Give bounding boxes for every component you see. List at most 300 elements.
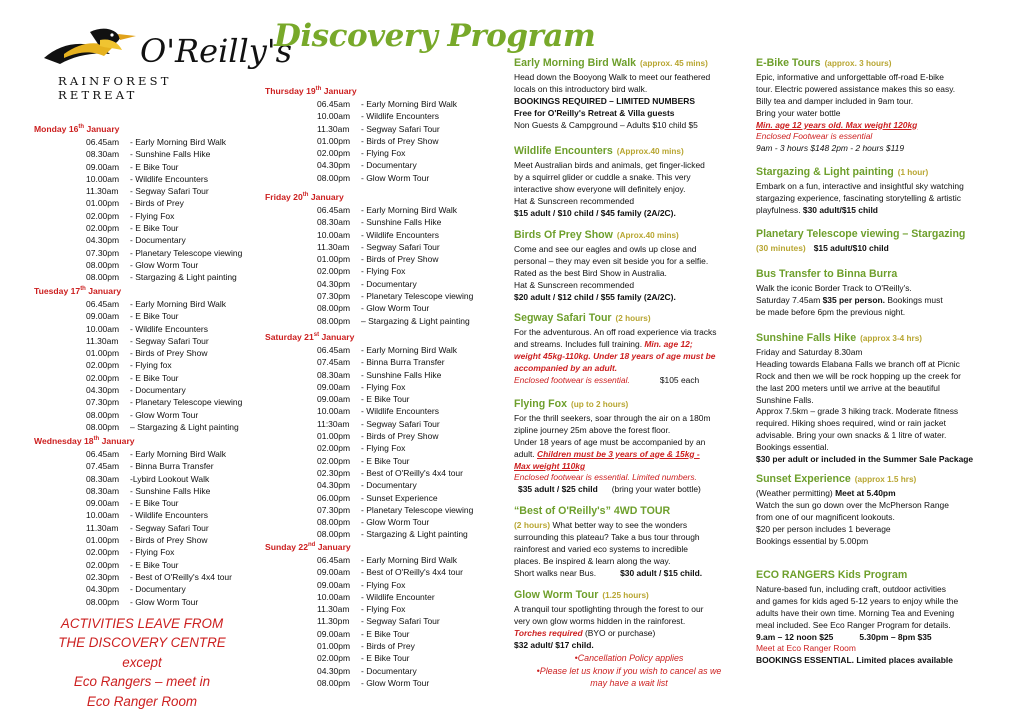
- schedule-row: [86, 473, 232, 485]
- schedule-row: [317, 579, 463, 591]
- desc-line: Head down the Booyong Walk to meet our feathered: [514, 71, 711, 82]
- weight-requirement: weight 45kg-110kg. Under 18 years of age must be: [514, 350, 716, 361]
- schedule-activity: - Birds of Prey Show: [361, 431, 439, 442]
- activity-title: Stargazing & Light painting: [756, 166, 894, 178]
- day-suffix: th: [302, 192, 309, 199]
- day-heading: [265, 332, 473, 342]
- day-suffix: st: [313, 332, 320, 339]
- schedule-row: [86, 372, 242, 384]
- schedule-row: [317, 628, 463, 640]
- schedule-time: 11.30am: [86, 186, 119, 197]
- desc-text: Saturday 7.45am: [756, 294, 823, 305]
- cancellation-policy: [504, 652, 754, 690]
- cancel-line: •Cancellation Policy applies: [574, 653, 684, 663]
- schedule-time: 11.30am: [317, 123, 350, 134]
- schedule-row: [86, 460, 232, 472]
- schedule-time: 08.00pm: [317, 529, 351, 540]
- schedule-row: [317, 302, 473, 314]
- day-heading: [34, 436, 232, 446]
- age-requirement: Min. age 12;: [644, 338, 693, 349]
- schedule-row: [317, 566, 463, 578]
- desc-line: meal included. See Eco Ranger Program for details.: [756, 619, 951, 630]
- schedule-activity: - Birds of Prey Show: [130, 348, 208, 359]
- schedule-row: [317, 216, 473, 228]
- activity-e-bike: [756, 58, 996, 155]
- schedule-activity: - Documentary: [130, 584, 186, 595]
- schedule-time: 08.00pm: [317, 517, 351, 528]
- activity-bus-transfer: [756, 269, 996, 319]
- schedule-activity: - Wildlife Encounters: [361, 111, 439, 122]
- schedule-activity: - E Bike Tour: [361, 455, 410, 466]
- desc-line: Rated as the best Bird Show in Australia.: [514, 267, 667, 278]
- activity-glow-worm: [514, 590, 744, 652]
- schedule-time: 10.00am: [86, 510, 120, 521]
- schedule-activity: - Planetary Telescope viewing: [361, 291, 474, 302]
- desc-line: Embark on a fun, interactive and insightful sky watching: [756, 180, 964, 191]
- schedule-time: 01.00pm: [317, 135, 351, 146]
- schedule-time: 11.30pm: [317, 616, 350, 627]
- activity-title: Glow Worm Tour: [514, 589, 599, 601]
- schedule-activity: - Flying Fox: [361, 381, 406, 392]
- schedule-activity: - Wildlife Encounters: [361, 406, 439, 417]
- age-requirement: Children must be 3 years of age & 15kg -: [537, 448, 700, 459]
- schedule-row: [86, 534, 232, 546]
- schedule-activity: - Sunshine Falls Hike: [130, 149, 211, 160]
- price-text: $15 adult/$10 child: [813, 242, 889, 253]
- schedule-activity: - Sunset Experience: [361, 492, 438, 503]
- schedule-activity: - Wildlife Encounters: [130, 323, 208, 334]
- schedule-time: 08.00pm: [317, 303, 351, 314]
- desc-line: For the thrill seekers, soar through the air on a 180m: [514, 412, 711, 423]
- day-label: Sunday 22: [265, 542, 308, 552]
- desc-line: required. Hiking shoes required, wind or rain jacket: [756, 418, 946, 429]
- schedule-row: [86, 136, 242, 148]
- schedule-activity: - Wildlife Encounters: [130, 173, 208, 184]
- schedule-row: [317, 516, 473, 528]
- schedule-row: [86, 583, 232, 595]
- day-heading: [34, 286, 242, 296]
- day-label: Tuesday 17: [34, 286, 81, 296]
- water-note: (bring your water bottle): [611, 484, 701, 495]
- schedule-activity: - Sunshine Falls Hike: [361, 369, 442, 380]
- cancel-line: •Please let us know if you wish to cancel as we: [536, 665, 722, 676]
- schedule-row: [86, 571, 232, 583]
- schedule-row: [317, 253, 473, 265]
- price-text: $30 adult/$15 child: [802, 204, 878, 215]
- day-label: Friday 20: [265, 192, 303, 202]
- schedule-row: [86, 522, 232, 534]
- schedule-time: 08.00pm: [317, 315, 351, 326]
- schedule-time: 01.00pm: [317, 431, 351, 442]
- footwear-note: Enclosed footwear is essential. Limited numbers.: [514, 472, 697, 483]
- schedule-activity: - Birds of Prey: [361, 641, 415, 652]
- schedule-row: [317, 265, 473, 277]
- schedule-row: [86, 448, 232, 460]
- desc-line: stargazing experience, fascinating storytelling & artistic: [756, 192, 961, 203]
- page-title: Discovery Program: [274, 18, 596, 54]
- price-text: $105 each: [659, 374, 700, 385]
- desc-line: interactive show everyone will definitely enjoy.: [514, 183, 686, 194]
- activity-title: E-Bike Tours: [756, 57, 821, 69]
- activity-duration: (approx. 3 hours): [824, 59, 892, 68]
- activity-4wd-tour: [514, 506, 744, 579]
- schedule-activity: - Documentary: [361, 480, 417, 491]
- schedule-time: 06.45am: [317, 99, 351, 109]
- schedule-activity: - Segway Safari Tour: [130, 335, 209, 346]
- schedule-activity: - Wildlife Encounter: [361, 591, 435, 602]
- schedule-row: [86, 234, 242, 246]
- schedule-row: [317, 418, 473, 430]
- schedule-time: 09.00am: [86, 161, 120, 172]
- schedule-activity: - Segway Safari Tour: [130, 522, 209, 533]
- schedule-time: 11.30am: [86, 335, 119, 346]
- schedule-activity: - Documentary: [361, 665, 417, 676]
- desc-line: Free for O'Reilly's Retreat & Villa guests: [514, 107, 675, 118]
- schedule-row: [317, 356, 473, 368]
- activity-title: ECO RANGERS Kids Program: [756, 569, 908, 581]
- schedule-row: [317, 430, 473, 442]
- schedule-activity: - Segway Safari Tour: [361, 616, 440, 627]
- schedule-row: [86, 259, 242, 271]
- price-text: 9.am – 12 noon $25: [756, 631, 834, 642]
- schedule-time: 02.00pm: [86, 547, 120, 558]
- schedule-time: 04.30pm: [317, 278, 351, 289]
- schedule-row: [317, 455, 473, 467]
- schedule-activity: - E Bike Tour: [130, 498, 179, 509]
- schedule-row: [86, 271, 242, 283]
- activity-title: Wildlife Encounters: [514, 145, 613, 157]
- desc-line: Nature-based fun, including craft, outdoor activities: [756, 583, 946, 594]
- activity-title: Bus Transfer to Binna Burra: [756, 268, 898, 280]
- schedule-activity: - Early Morning Bird Walk: [130, 299, 227, 309]
- desc-text: adult.: [514, 448, 537, 459]
- schedule-time: 02.30pm: [317, 467, 351, 478]
- desc-line: surrounding this plateau? Take a bus tour through: [514, 531, 700, 542]
- schedule-activity: – Stargazing & Light painting: [361, 315, 470, 326]
- schedule-time: 10.00am: [86, 173, 120, 184]
- schedule-activity: - Glow Worm Tour: [130, 596, 199, 607]
- schedule-time: 02.00pm: [317, 148, 351, 159]
- month-label: January: [321, 332, 355, 342]
- month-label: January: [88, 286, 122, 296]
- day-heading: [265, 86, 457, 96]
- schedule-activity: - Glow Worm Tour: [361, 677, 430, 688]
- month-label: January: [86, 124, 120, 134]
- desc-line: Walk the iconic Border Track to O'Reilly's.: [756, 282, 912, 293]
- activity-duration: (Approx.40 mins): [616, 147, 684, 156]
- schedule-row: [86, 596, 232, 608]
- schedule-time: 09.00am: [86, 311, 120, 322]
- schedule-activity: - E Bike Tour: [130, 311, 179, 322]
- schedule-row: [317, 315, 473, 327]
- day-suffix: nd: [308, 542, 316, 549]
- schedule-activity: - Sunshine Falls Hike: [361, 217, 442, 228]
- activity-telescope: [756, 229, 996, 255]
- desc-line: Billy tea and damper included in 9am tour.: [756, 95, 914, 106]
- schedule-row: [317, 665, 463, 677]
- notice-line: Eco Rangers – meet in: [73, 674, 211, 690]
- desc-line: places. Be inspired & learn along the way.: [514, 555, 671, 566]
- day-schedule-monday: [34, 124, 242, 284]
- schedule-activity: - Birds of Prey: [130, 198, 184, 209]
- schedule-activity: -Lybird Lookout Walk: [130, 473, 210, 484]
- schedule-row: [317, 504, 473, 516]
- desc-line: Hat & Sunscreen recommended: [514, 195, 635, 206]
- schedule-row: [86, 247, 242, 259]
- schedule-time: 06.45am: [317, 345, 351, 355]
- schedule-row: [86, 222, 242, 234]
- activity-sunset-experience: [756, 474, 996, 547]
- day-label: Wednesday 18: [34, 436, 94, 446]
- schedule-time: 06.45am: [86, 299, 120, 309]
- desc-line: Come and see our eagles and owls up close and: [514, 243, 697, 254]
- schedule-row: [317, 442, 473, 454]
- price-text: $35 adult / $25 child: [518, 484, 598, 495]
- meeting-time: Meet at 5.40pm: [835, 487, 896, 498]
- schedule-row: [86, 546, 232, 558]
- schedule-time: 02.00pm: [317, 455, 351, 466]
- schedule-time: 07.30pm: [86, 397, 120, 408]
- schedule-activity: - Sunshine Falls Hike: [130, 485, 211, 496]
- price-line: $30 per adult or included in the Summer Sale Package: [756, 454, 974, 465]
- desc-text: and streams. Includes full training.: [514, 338, 645, 349]
- schedule-row: [317, 229, 473, 241]
- schedule-time: 11.30am: [317, 604, 350, 615]
- schedule-row: [86, 197, 242, 209]
- schedule-time: 04.30pm: [317, 480, 351, 491]
- schedule-time: 07.45am: [317, 357, 351, 368]
- month-label: January: [323, 86, 357, 96]
- price-text: $35 per person.: [822, 294, 885, 305]
- schedule-time: 02.00pm: [317, 266, 351, 277]
- bird-logo-icon: [40, 18, 140, 78]
- schedule-activity: - Planetary Telescope viewing: [130, 247, 243, 258]
- day-schedule-saturday: [265, 332, 473, 541]
- desc-line: by a squirrel glider or cuddle a snake. This very: [514, 171, 691, 182]
- schedule-row: [317, 344, 473, 356]
- activity-duration: (approx. 45 mins): [640, 59, 708, 68]
- activity-duration: (approx 1.5 hrs): [854, 475, 917, 484]
- notice-line: ACTIVITIES LEAVE FROM: [60, 616, 224, 631]
- day-label: Monday 16: [34, 124, 79, 134]
- activity-title: Birds Of Prey Show: [514, 229, 613, 241]
- schedule-time: 09.00am: [317, 394, 351, 405]
- schedule-row: [86, 485, 232, 497]
- activity-title: Flying Fox: [514, 398, 567, 410]
- schedule-row: [317, 615, 463, 627]
- schedule-time: 04.30pm: [86, 385, 120, 396]
- schedule-time: 08.00pm: [317, 172, 351, 183]
- schedule-activity: - Binna Burra Transfer: [361, 357, 445, 368]
- activity-title: Sunset Experience: [756, 473, 851, 485]
- desc-line: A tranquil tour spotlighting through the forest to our: [514, 603, 704, 614]
- schedule-activity: - Documentary: [361, 160, 417, 171]
- weight-requirement: Max weight 110kg: [514, 460, 586, 471]
- activity-wildlife: [514, 146, 744, 219]
- schedule-time: 01.00pm: [86, 535, 120, 546]
- schedule-time: 09.00am: [86, 498, 120, 509]
- desc-text: (BYO or purchase): [582, 627, 656, 638]
- activity-duration: (30 minutes): [756, 242, 806, 253]
- schedule-row: [86, 173, 242, 185]
- desc-line: Epic, informative and unforgettable off-road E-bike: [756, 71, 944, 82]
- schedule-row: [317, 591, 463, 603]
- activity-title: Segway Safari Tour: [514, 312, 612, 324]
- schedule-time: 02.00pm: [317, 653, 351, 664]
- schedule-row: [317, 110, 457, 122]
- schedule-time: 08.00pm: [317, 677, 351, 688]
- day-schedule-wednesday: [34, 436, 232, 608]
- schedule-row: [86, 210, 242, 222]
- schedule-activity: - E Bike Tour: [130, 372, 179, 383]
- desc-text: playfulness.: [756, 204, 803, 215]
- schedule-time: 07.30pm: [317, 504, 351, 515]
- schedule-row: [317, 652, 463, 664]
- schedule-time: 04.30pm: [86, 235, 120, 246]
- schedule-activity: - Flying Fox: [130, 547, 175, 558]
- day-heading: [265, 192, 473, 202]
- day-schedule-thursday: [265, 86, 457, 184]
- schedule-time: 06.45am: [317, 205, 351, 215]
- schedule-row: [86, 421, 242, 433]
- day-heading: [34, 124, 242, 134]
- schedule-time: 07.45am: [86, 461, 120, 472]
- schedule-row: [317, 677, 463, 689]
- schedule-row: [86, 359, 242, 371]
- schedule-activity: - Best of O'Reilly's 4x4 tour: [361, 567, 463, 578]
- schedule-activity: - Birds of Prey Show: [361, 135, 439, 146]
- notice-line: THE DISCOVERY CENTRE except: [58, 635, 226, 670]
- schedule-activity: - Early Morning Bird Walk: [361, 555, 458, 565]
- schedule-activity: - Segway Safari Tour: [130, 186, 209, 197]
- price-line: $15 adult / $10 child / $45 family (2A/2C).: [514, 207, 676, 218]
- schedule-time: 09.00am: [317, 381, 351, 392]
- schedule-activity: - Glow Worm Tour: [361, 172, 430, 183]
- schedule-activity: - Segway Safari Tour: [361, 241, 440, 252]
- activity-segway: [514, 313, 744, 386]
- desc-line: and games for kids aged 5-12 years to enjoy while the: [756, 595, 959, 606]
- desc-text: (Weather permitting): [756, 487, 836, 498]
- schedule-row: [86, 161, 242, 173]
- price-line: $32 adult/ $17 child.: [514, 639, 594, 650]
- schedule-activity: - Glow Worm Tour: [361, 303, 430, 314]
- schedule-time: 08.00pm: [86, 272, 120, 283]
- desc-line: Sunshine Falls.: [756, 394, 814, 405]
- schedule-time: 08.30am: [86, 473, 120, 484]
- month-label: January: [101, 436, 135, 446]
- schedule-activity: - Flying Fox: [361, 443, 406, 454]
- schedule-activity: - Flying Fox: [130, 210, 175, 221]
- schedule-activity: - Best of O'Reilly's 4x4 tour: [361, 467, 463, 478]
- schedule-activity: - E Bike Tour: [130, 559, 179, 570]
- schedule-time: 10.00am: [86, 323, 120, 334]
- schedule-time: 02.00pm: [86, 210, 120, 221]
- day-schedule-sunday: [265, 542, 463, 689]
- schedule-time: 08.30am: [86, 485, 120, 496]
- schedule-activity: - E Bike Tour: [361, 628, 410, 639]
- activity-duration: (approx 3-4 hrs): [860, 334, 922, 343]
- schedule-row: [317, 603, 463, 615]
- schedule-activity: - Early Morning Bird Walk: [361, 205, 458, 215]
- schedule-activity: - Flying Fox: [361, 266, 406, 277]
- schedule-time: 06.00pm: [317, 492, 351, 503]
- schedule-time: 08.30am: [317, 369, 351, 380]
- day-schedule-tuesday: [34, 286, 242, 433]
- schedule-row: [317, 241, 473, 253]
- schedule-row: [86, 310, 242, 322]
- desc-line: tour. Electric powered assistance makes this so easy.: [756, 83, 956, 94]
- desc-line: Hat & Sunscreen recommended: [514, 279, 635, 290]
- schedule-activity: - Birds of Prey Show: [361, 254, 439, 265]
- schedule-row: [317, 393, 473, 405]
- schedule-activity: – Stargazing & Light painting: [130, 421, 239, 432]
- schedule-time: 08.00pm: [86, 596, 120, 607]
- notice-line: Eco Ranger Room: [86, 693, 198, 709]
- schedule-time: 10.00am: [317, 406, 351, 417]
- age-requirement: Min. age 12 years old. Max weight 120kg: [756, 119, 918, 130]
- schedule-activity: - E Bike Tour: [130, 161, 179, 172]
- schedule-time: 01.00pm: [86, 198, 120, 209]
- schedule-row: [317, 98, 457, 110]
- schedule-activity: - E Bike Tour: [361, 394, 410, 405]
- schedule-time: 06.45am: [86, 449, 120, 459]
- schedule-row: [86, 148, 242, 160]
- desc-line: the last 200 meters until we arrive at the beautiful: [756, 382, 940, 393]
- day-schedule-friday: [265, 192, 473, 327]
- schedule-activity: - Planetary Telescope viewing: [361, 504, 474, 515]
- schedule-row: [317, 159, 457, 171]
- schedule-row: [317, 290, 473, 302]
- activity-stargazing: [756, 167, 996, 217]
- desc-line: rainforest and varied eco systems to incredible: [514, 543, 688, 554]
- schedule-row: [317, 492, 473, 504]
- desc-line: Non Guests & Campground – Adults $10 child $5: [514, 119, 698, 130]
- schedule-row: [86, 185, 242, 197]
- schedule-row: [317, 135, 457, 147]
- schedule-row: [86, 409, 242, 421]
- schedule-activity: - Glow Worm Tour: [361, 517, 430, 528]
- schedule-activity: - Documentary: [130, 235, 186, 246]
- activity-sunshine-falls-hike: [756, 333, 996, 466]
- torch-note: Torches required: [514, 627, 583, 638]
- price-text: $30 adult / $15 child.: [620, 567, 703, 578]
- schedule-time: 04.30pm: [86, 584, 120, 595]
- desc-line: Friday and Saturday 8.30am: [756, 346, 863, 357]
- schedule-activity: - Early Morning Bird Walk: [130, 137, 227, 147]
- schedule-row: [317, 204, 473, 216]
- schedule-activity: - Flying fox: [130, 360, 172, 371]
- schedule-activity: - Stargazing & Light painting: [130, 272, 237, 283]
- month-label: January: [310, 192, 344, 202]
- schedule-time: 07.30pm: [317, 291, 351, 302]
- desc-line: from one of our magnificent lookouts.: [756, 511, 895, 522]
- schedule-row: [317, 278, 473, 290]
- schedule-row: [317, 172, 457, 184]
- schedule-activity: - Birds of Prey Show: [130, 535, 208, 546]
- activity-bird-walk: [514, 58, 744, 131]
- day-label: Saturday 21: [265, 332, 314, 342]
- schedule-activity: - Planetary Telescope viewing: [130, 397, 243, 408]
- schedule-time: 11:30am: [317, 418, 350, 429]
- meeting-place: Meet at Eco Ranger Room: [756, 643, 856, 654]
- desc-line: Under 18 years of age must be accompanied by an: [514, 436, 706, 447]
- desc-line: Bring your water bottle: [756, 107, 841, 118]
- schedule-time: 08.00pm: [86, 259, 120, 270]
- schedule-activity: - Best of O'Reilly's 4x4 tour: [130, 571, 232, 582]
- desc-line: Rock and then we will be rock hopping up the creek for: [756, 370, 961, 381]
- day-suffix: th: [78, 124, 85, 131]
- desc-line: very own glow worms hidden in the rainforest.: [514, 615, 686, 626]
